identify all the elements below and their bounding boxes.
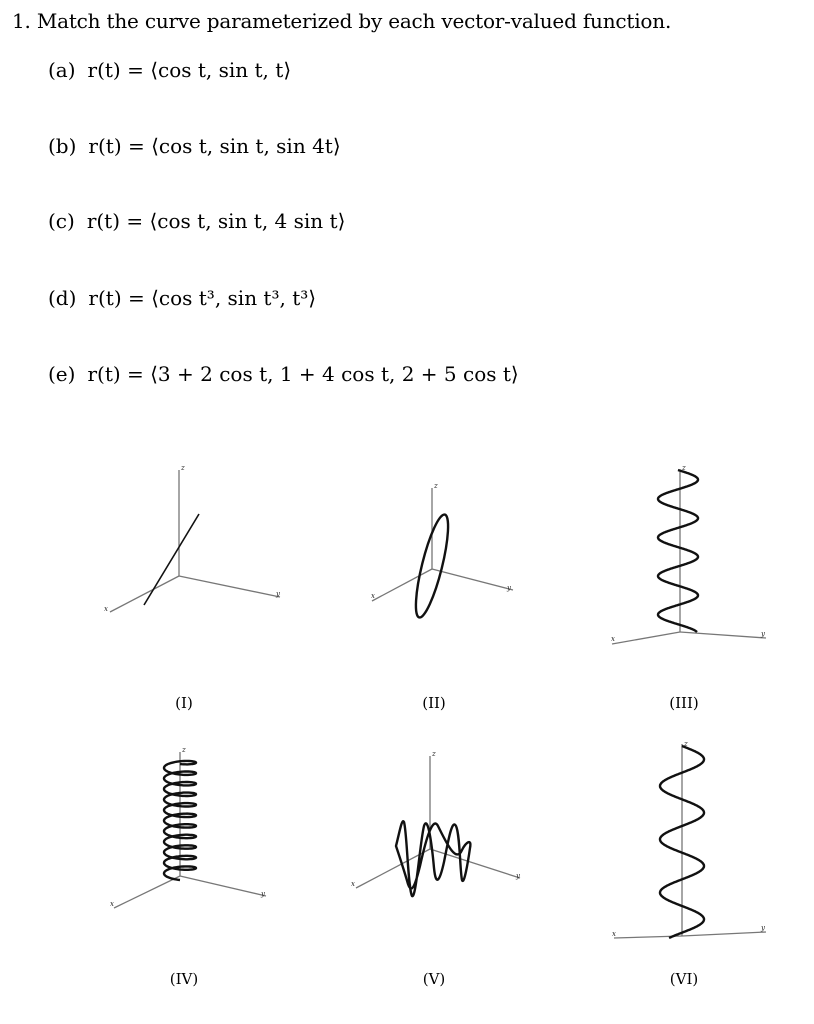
x-axis-label: x	[611, 635, 615, 643]
z-axis-label: z	[434, 482, 438, 490]
figure-vi-caption: (VI)	[669, 970, 699, 988]
part-b-label: (b)	[48, 134, 77, 158]
x-axis-label: x	[351, 880, 355, 888]
part-d-expression: r(t) = ⟨cos t³, sin t³, t³⟩	[88, 286, 317, 310]
y-axis-label: y	[261, 890, 265, 898]
z-axis-label: z	[682, 464, 686, 472]
x-axis-label: x	[104, 605, 108, 613]
z-axis-label: z	[182, 746, 186, 754]
problem-title: 1. Match the curve parameterized by each vector-valued function.	[12, 9, 672, 33]
figure-ii-caption: (II)	[422, 694, 446, 712]
z-axis-label: z	[684, 740, 688, 748]
y-axis-label: y	[507, 584, 511, 592]
y-axis-label: y	[761, 630, 765, 638]
x-axis-label: x	[371, 592, 375, 600]
part-b-expression: r(t) = ⟨cos t, sin t, sin 4t⟩	[88, 134, 341, 158]
figure-v-caption: (V)	[422, 970, 446, 988]
z-axis-label: z	[181, 464, 185, 472]
figure-iii-caption: (III)	[669, 694, 699, 712]
x-axis-label: x	[110, 900, 114, 908]
part-e-label: (e)	[48, 362, 76, 386]
y-axis-label: y	[516, 872, 520, 880]
part-a-expression: r(t) = ⟨cos t, sin t, t⟩	[87, 58, 292, 82]
figure-iv-caption: (IV)	[169, 970, 199, 988]
part-d-label: (d)	[48, 286, 77, 310]
part-c-expression: r(t) = ⟨cos t, sin t, 4 sin t⟩	[86, 209, 346, 233]
y-axis	[682, 932, 766, 936]
y-axis-label: y	[276, 590, 280, 598]
figure-i-caption: (I)	[175, 694, 193, 712]
part-a-label: (a)	[48, 58, 76, 82]
part-e-expression: r(t) = ⟨3 + 2 cos t, 1 + 4 cos t, 2 + 5 cos t⟩	[87, 362, 519, 386]
z-axis-label: z	[432, 750, 436, 758]
part-c-label: (c)	[48, 209, 75, 233]
y-axis-label: y	[761, 924, 765, 932]
x-axis-label: x	[612, 930, 616, 938]
